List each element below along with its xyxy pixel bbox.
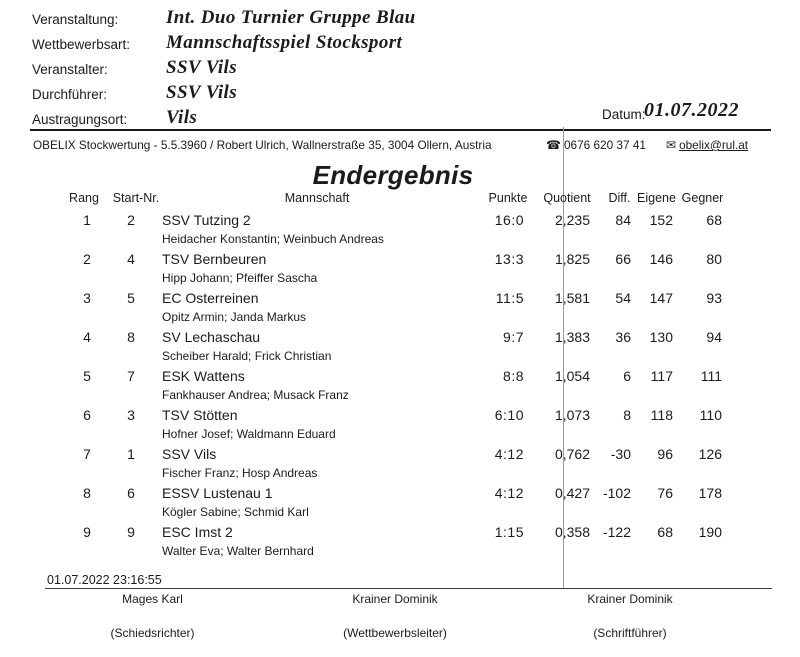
field-label: Durchführer: xyxy=(32,87,108,102)
start-nr-cell: 3 xyxy=(127,407,135,423)
diff-cell: -102 xyxy=(602,485,631,501)
table-row xyxy=(0,368,800,407)
signature-name-wettbewerbsleiter: Krainer Dominik xyxy=(352,592,438,606)
gegner-cell: 93 xyxy=(706,290,722,306)
punkte-cell: 13:3 xyxy=(494,251,524,267)
start-nr-cell: 7 xyxy=(127,368,135,384)
diff-cell: -122 xyxy=(602,524,631,540)
player-names: Scheiber Harald; Frick Christian xyxy=(162,349,332,363)
player-names: Walter Eva; Walter Bernhard xyxy=(162,544,314,558)
team-name: ESSV Lustenau 1 xyxy=(162,485,273,501)
gegner-cell: 94 xyxy=(706,329,722,345)
table-row xyxy=(0,329,800,368)
punkte-cell: 16:0 xyxy=(494,212,524,228)
player-names: Hofner Josef; Waldmann Eduard xyxy=(162,427,336,441)
table-row xyxy=(0,251,800,290)
gegner-cell: 126 xyxy=(698,446,722,462)
column-header-gegner: Gegner xyxy=(681,191,724,205)
start-nr-cell: 8 xyxy=(127,329,135,345)
page-title: Endergebnis xyxy=(312,160,474,190)
rang-cell: 8 xyxy=(83,485,91,501)
punkte-cell: 4:12 xyxy=(494,446,524,462)
quotient-cell: 1,073 xyxy=(554,407,590,423)
field-value: Mannschaftsspiel Stocksport xyxy=(166,32,403,53)
column-header-eigene: Eigene xyxy=(637,191,676,205)
gegner-cell: 178 xyxy=(698,485,722,501)
signature-name-schriftfuehrer: Krainer Dominik xyxy=(587,592,673,606)
punkte-cell: 11:5 xyxy=(495,290,524,306)
email-icon: ✉ xyxy=(666,138,677,152)
start-nr-cell: 5 xyxy=(127,290,135,306)
header-divider-line xyxy=(30,129,771,131)
field-wettbewerbsart xyxy=(0,32,800,60)
eigene-cell: 117 xyxy=(650,368,673,384)
print-timestamp: 01.07.2022 23:16:55 xyxy=(47,573,162,587)
eigene-cell: 152 xyxy=(649,212,673,228)
rang-cell: 9 xyxy=(83,524,91,540)
gegner-cell: 68 xyxy=(706,212,722,228)
diff-cell: 6 xyxy=(623,368,631,384)
team-name: TSV Stötten xyxy=(162,407,238,423)
table-row xyxy=(0,407,800,446)
field-label: Wettbewerbsart: xyxy=(32,37,131,52)
team-name: SV Lechaschau xyxy=(162,329,261,345)
gegner-cell: 111 xyxy=(700,368,722,384)
field-value: Vils xyxy=(166,107,198,128)
signature-name-schiedsrichter: Mages Karl xyxy=(122,592,183,606)
signature-role-wettbewerbsleiter: (Wettbewerbsleiter) xyxy=(343,626,447,640)
punkte-cell: 1:15 xyxy=(494,524,524,540)
column-header-diff: Diff. xyxy=(608,191,631,205)
email-block xyxy=(666,138,748,152)
start-nr-cell: 9 xyxy=(127,524,135,540)
rang-cell: 6 xyxy=(83,407,91,423)
punkte-cell: 4:12 xyxy=(494,485,524,501)
team-name: ESK Wattens xyxy=(162,368,245,384)
phone-block xyxy=(546,138,646,152)
field-value: SSV Vils xyxy=(166,57,237,78)
eigene-cell: 130 xyxy=(649,329,673,345)
punkte-cell: 9:7 xyxy=(503,329,524,345)
eigene-cell: 76 xyxy=(657,485,673,501)
player-names: Fankhauser Andrea; Musack Franz xyxy=(162,388,349,402)
field-label: Veranstalter: xyxy=(32,62,108,77)
eigene-cell: 118 xyxy=(650,407,673,423)
diff-cell: 8 xyxy=(623,407,631,423)
diff-cell: 36 xyxy=(615,329,631,345)
date-value: 01.07.2022 xyxy=(644,99,739,121)
column-header-start-nr: Start-Nr. xyxy=(112,191,160,205)
player-names: Kögler Sabine; Schmid Karl xyxy=(162,505,309,519)
team-name: SSV Tutzing 2 xyxy=(162,212,251,228)
punkte-cell: 6:10 xyxy=(494,407,524,423)
table-row xyxy=(0,212,800,251)
table-row xyxy=(0,446,800,485)
rang-cell: 7 xyxy=(83,446,91,462)
player-names: Heidacher Konstantin; Weinbuch Andreas xyxy=(162,232,384,246)
team-name: EC Osterreinen xyxy=(162,290,259,306)
field-value: SSV Vils xyxy=(166,82,237,103)
footer-divider-line xyxy=(45,588,772,589)
signature-role-schriftfuehrer: (Schriftführer) xyxy=(593,626,667,640)
player-names: Fischer Franz; Hosp Andreas xyxy=(162,466,318,480)
quotient-cell: 0,358 xyxy=(554,524,590,540)
phone-number: 0676 620 37 41 xyxy=(563,138,646,152)
diff-cell: -30 xyxy=(610,446,631,462)
quotient-cell: 1,581 xyxy=(554,290,590,306)
player-names: Opitz Armin; Janda Markus xyxy=(162,310,307,324)
start-nr-cell: 2 xyxy=(127,212,135,228)
diff-cell: 84 xyxy=(615,212,631,228)
column-header-mannschaft: Mannschaft xyxy=(284,191,350,205)
column-header-punkte: Punkte xyxy=(488,191,528,205)
rang-cell: 1 xyxy=(83,212,91,228)
eigene-cell: 96 xyxy=(657,446,673,462)
rang-cell: 3 xyxy=(83,290,91,306)
diff-cell: 54 xyxy=(615,290,631,306)
table-row xyxy=(0,290,800,329)
quotient-cell: 0,427 xyxy=(554,485,590,501)
eigene-cell: 68 xyxy=(657,524,673,540)
quotient-cell: 1,825 xyxy=(554,251,590,267)
team-name: ESC Imst 2 xyxy=(162,524,233,540)
quotient-cell: 1,383 xyxy=(554,329,590,345)
column-header-quotient: Quotient xyxy=(543,191,591,205)
punkte-cell: 8:8 xyxy=(503,368,524,384)
quotient-cell: 1,054 xyxy=(554,368,590,384)
phone-icon: ☎ xyxy=(546,138,561,152)
start-nr-cell: 1 xyxy=(127,446,135,462)
quotient-cell: 0,762 xyxy=(554,446,590,462)
table-row xyxy=(0,524,800,563)
field-value: Int. Duo Turnier Gruppe Blau xyxy=(166,7,416,28)
quotient-cell: 2,235 xyxy=(554,212,590,228)
team-name: TSV Bernbeuren xyxy=(162,251,267,267)
start-nr-cell: 4 xyxy=(127,251,135,267)
signature-role-schiedsrichter: (Schiedsrichter) xyxy=(110,626,195,640)
rang-cell: 2 xyxy=(83,251,91,267)
gegner-cell: 190 xyxy=(698,524,722,540)
table-row xyxy=(0,485,800,524)
field-label: Veranstaltung: xyxy=(32,12,119,27)
results-table xyxy=(0,212,800,563)
gegner-cell: 110 xyxy=(699,407,722,423)
team-name: SSV Vils xyxy=(162,446,217,462)
diff-cell: 66 xyxy=(615,251,631,267)
eigene-cell: 146 xyxy=(649,251,673,267)
software-info: OBELIX Stockwertung - 5.5.3960 / Robert Ulrich, Wallnerstraße 35, 3004 Ollern, Austria xyxy=(33,138,492,152)
eigene-cell: 147 xyxy=(649,290,673,306)
start-nr-cell: 6 xyxy=(127,485,135,501)
gegner-cell: 80 xyxy=(706,251,722,267)
field-veranstalter xyxy=(0,57,800,85)
email-link[interactable]: obelix@rul.at xyxy=(679,138,749,152)
player-names: Hipp Johann; Pfeiffer Sascha xyxy=(162,271,318,285)
column-header-rang: Rang xyxy=(69,191,99,205)
date-label: Datum: xyxy=(602,107,646,122)
rang-cell: 4 xyxy=(83,329,91,345)
field-label: Austragungsort: xyxy=(32,112,128,127)
rang-cell: 5 xyxy=(83,368,91,384)
